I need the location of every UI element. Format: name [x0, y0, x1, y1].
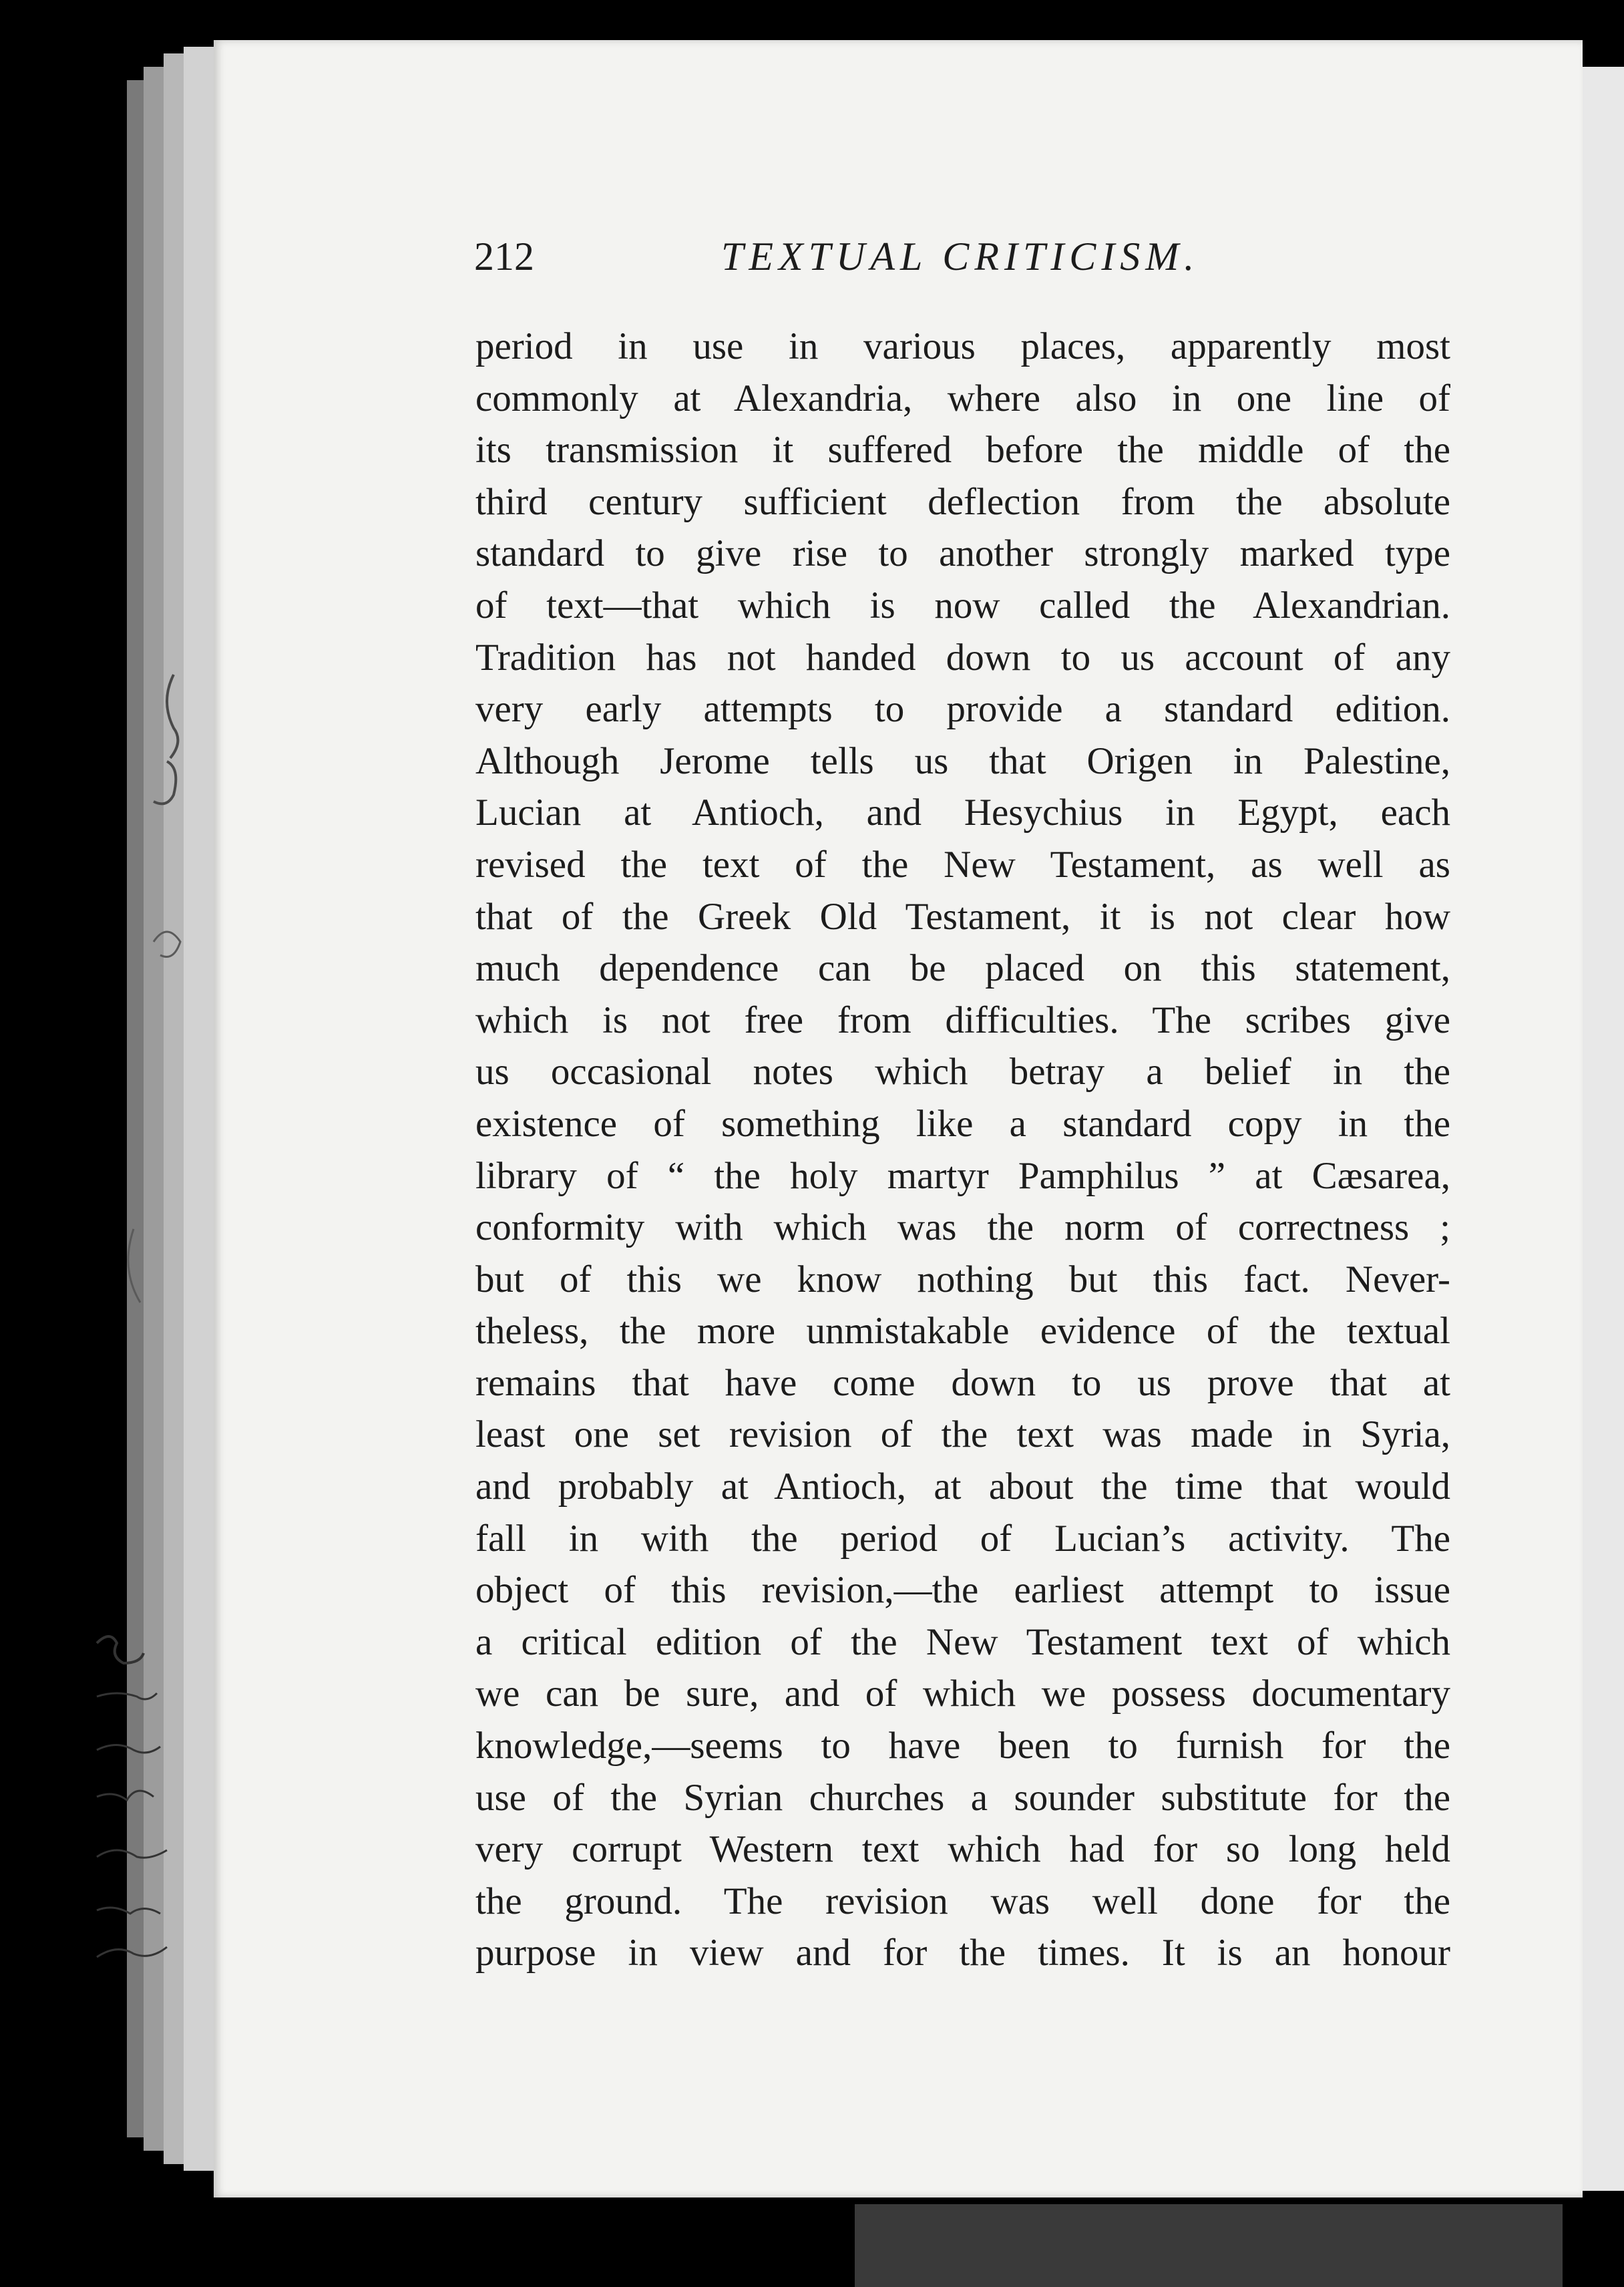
body-text — [475, 321, 1450, 1979]
text-line: very early attempts to provide a standard edition. — [475, 688, 1450, 731]
text-line: Although Jerome tells us that Origen in Palestine, — [475, 739, 1450, 782]
text-line: conformity with which was the norm of correctness ; — [475, 1206, 1450, 1249]
text-line: its transmission it suffered before the middle of the — [475, 429, 1450, 472]
bottom-shadow — [855, 2204, 1563, 2287]
text-line: Lucian at Antioch, and Hesychius in Egypt, each — [475, 791, 1450, 834]
text-line: existence of something like a standard copy in the — [475, 1102, 1450, 1145]
text-line: that of the Greek Old Testament, it is not clear how — [475, 895, 1450, 938]
text-line: which is not free from difficulties. The scribes give — [475, 999, 1450, 1041]
text-line: standard to give rise to another strongly marked type — [475, 532, 1450, 575]
text-line: commonly at Alexandria, where also in one line of — [475, 377, 1450, 419]
text-line: third century sufficient deflection from the absolute — [475, 480, 1450, 523]
text-line: very corrupt Western text which had for so long held — [475, 1828, 1450, 1871]
text-line: use of the Syrian churches a sounder substitute for the — [475, 1776, 1450, 1819]
text-line: we can be sure, and of which we possess documentary — [475, 1673, 1450, 1715]
text-line: the ground. The revision was well done for the — [475, 1880, 1450, 1922]
text-line: Tradition has not handed down to us account of any — [475, 636, 1450, 679]
text-line: revised the text of the New Testament, as well as — [475, 843, 1450, 886]
margin-annotation-marks — [93, 655, 220, 2004]
text-line: fall in with the period of Lucian’s activity. The — [475, 1517, 1450, 1560]
running-head — [474, 234, 1449, 294]
text-line: of text—that which is now called the Alexandrian. — [475, 584, 1450, 627]
text-line: but of this we know nothing but this fact. Never- — [475, 1258, 1450, 1300]
page-number: 212 — [474, 234, 534, 279]
text-line: theless, the more unmistakable evidence of the textual — [475, 1310, 1450, 1353]
text-line: remains that have come down to us prove that at — [475, 1361, 1450, 1404]
text-line: least one set revision of the text was made in Syria, — [475, 1413, 1450, 1456]
text-line: object of this revision,—the earliest attempt to issue — [475, 1569, 1450, 1612]
text-line: us occasional notes which betray a belief in the — [475, 1051, 1450, 1093]
text-line: knowledge,—seems to have been to furnish for the — [475, 1725, 1450, 1767]
text-line: purpose in view and for the times. It is an honour — [475, 1932, 1450, 1974]
text-line: and probably at Antioch, at about the time that would — [475, 1465, 1450, 1508]
text-line: a critical edition of the New Testament text of which — [475, 1620, 1450, 1663]
running-title: TEXTUAL CRITICISM. — [721, 234, 1200, 279]
text-line: much dependence can be placed on this statement, — [475, 947, 1450, 990]
text-line: library of “ the holy martyr Pamphilus ” at Cæsarea, — [475, 1154, 1450, 1197]
text-line: period in use in various places, apparently most — [475, 325, 1450, 367]
